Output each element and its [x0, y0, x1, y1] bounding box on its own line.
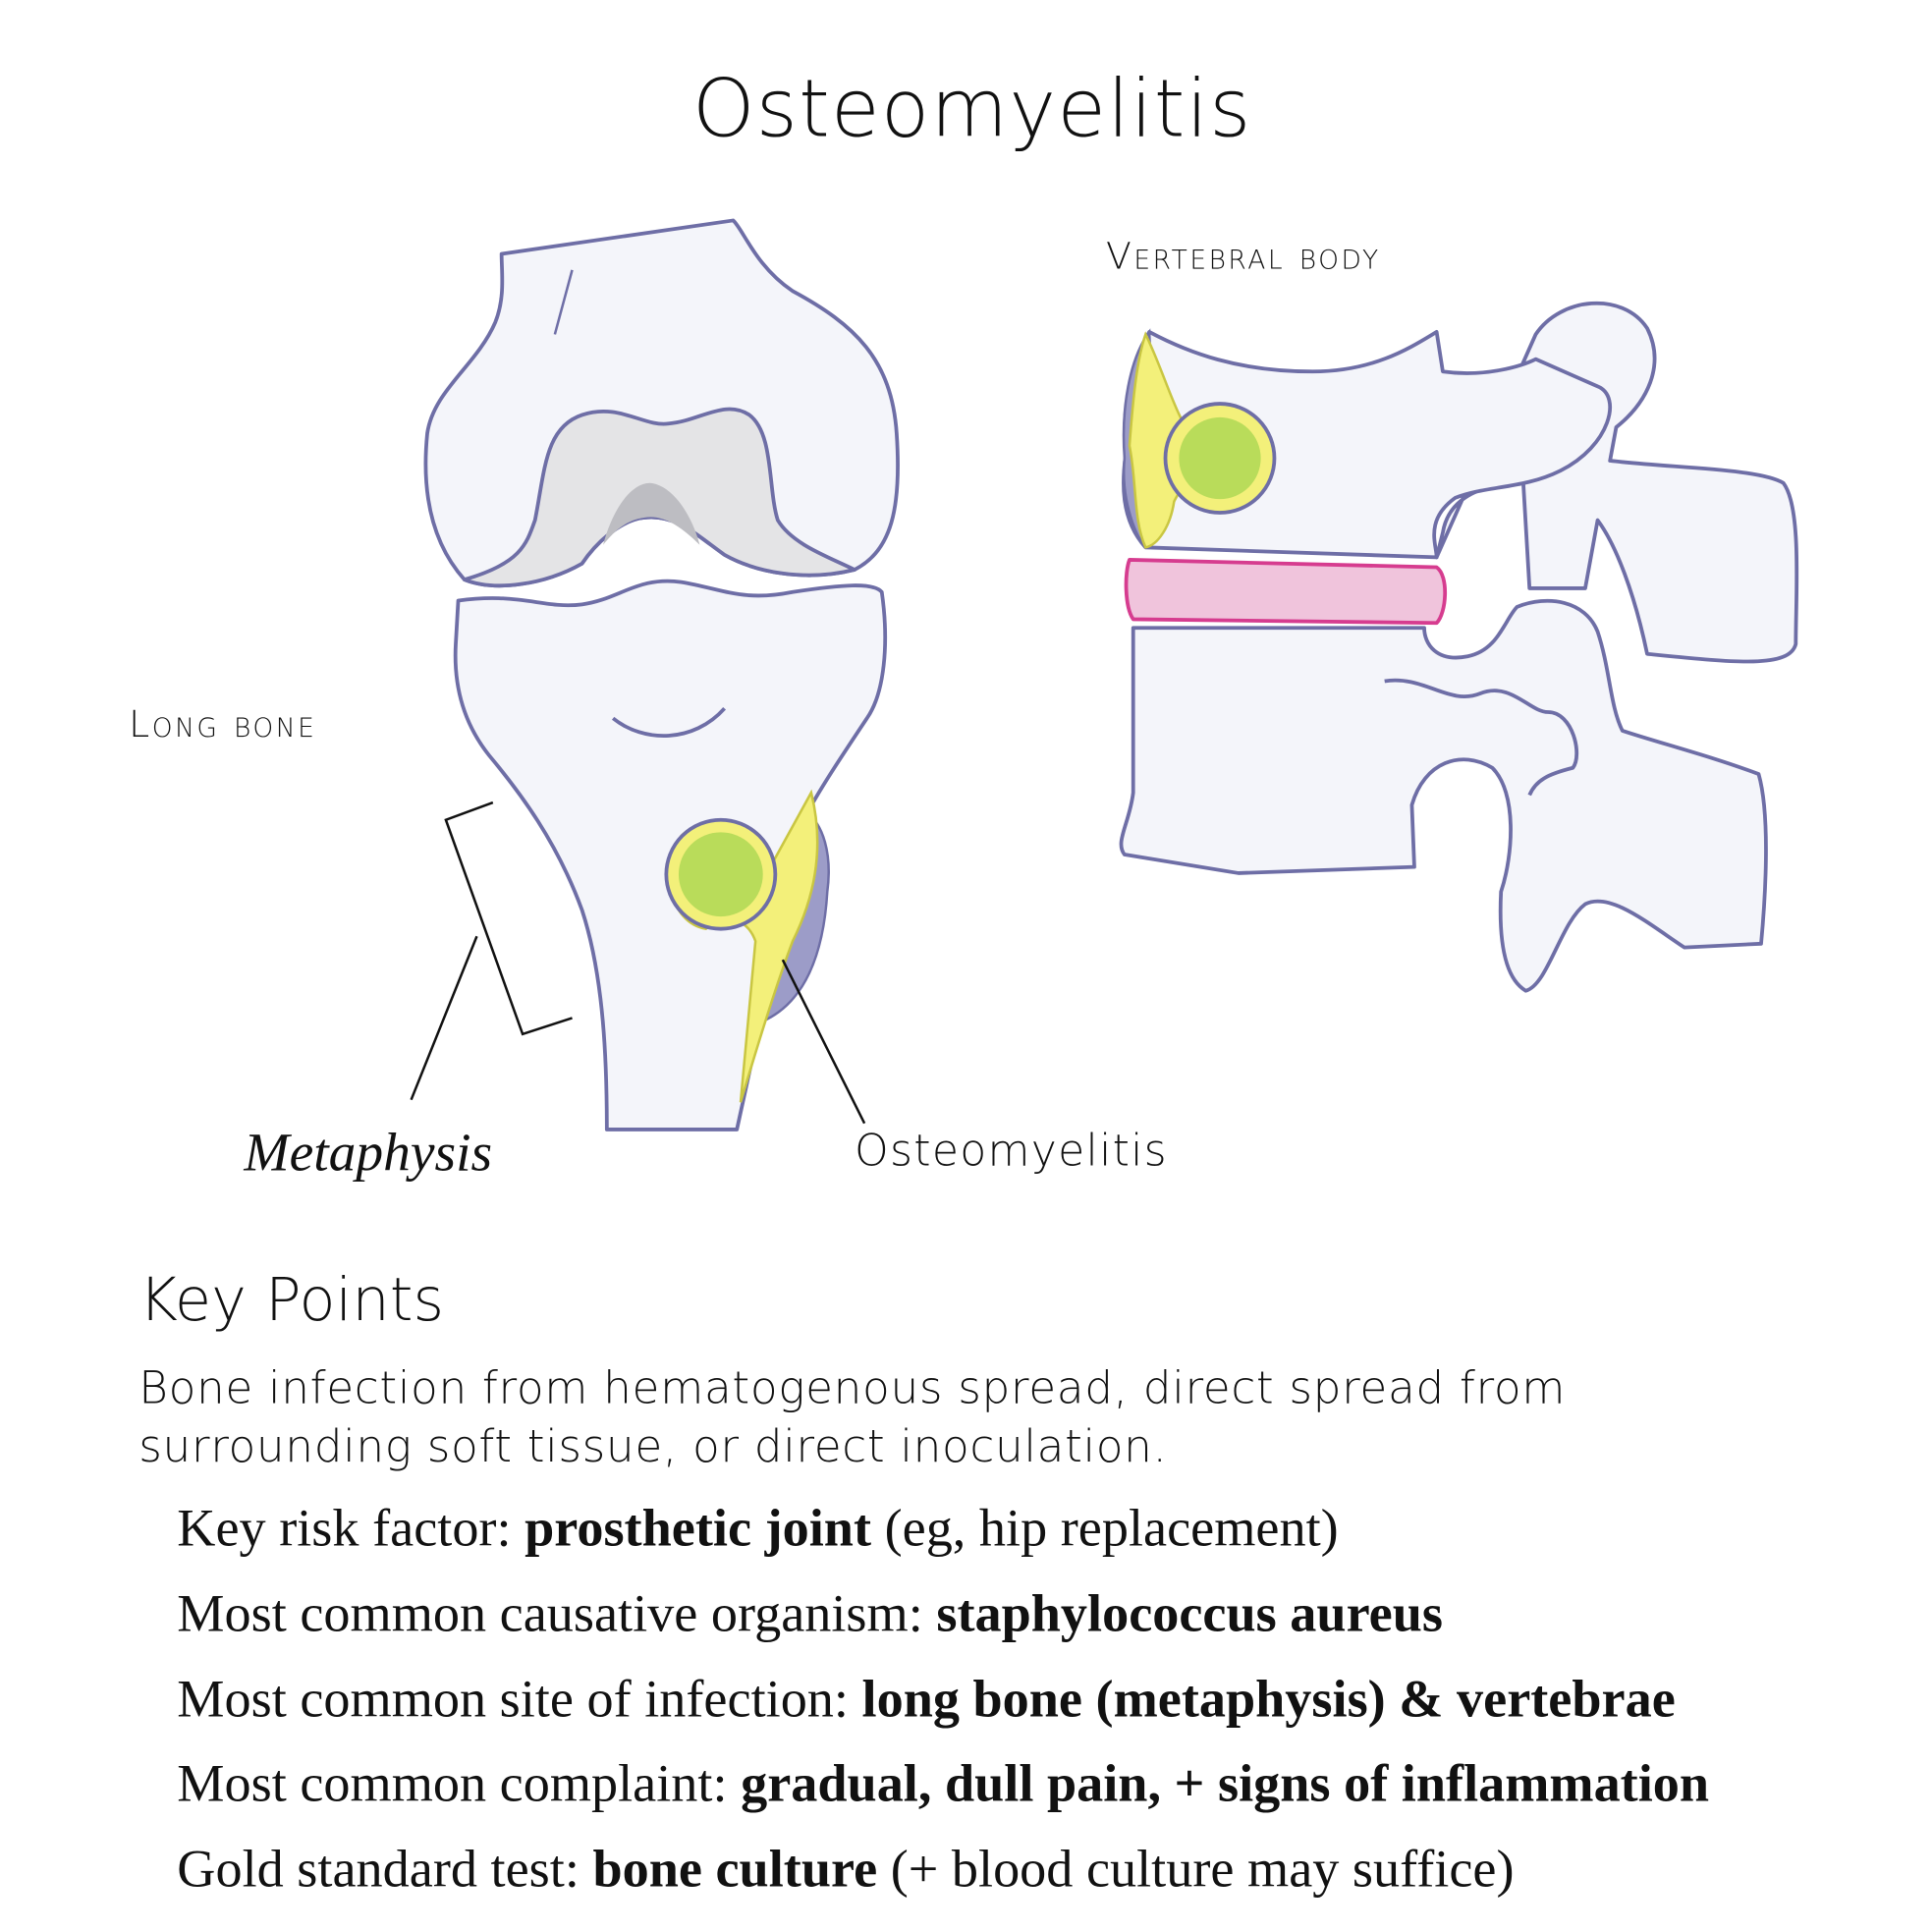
- intervertebral-disc: [1127, 560, 1446, 623]
- key-point-label: Gold standard test:: [177, 1840, 593, 1899]
- key-point-item: [177, 1584, 1443, 1645]
- key-point-value: gradual, dull pain, + signs of inflammation: [741, 1754, 1710, 1813]
- key-point-item: [177, 1839, 1514, 1900]
- key-points-intro: [138, 1359, 1566, 1476]
- key-point-value: prosthetic joint: [524, 1499, 872, 1559]
- key-point-item: [177, 1670, 1675, 1731]
- intro-line: Bone infection from hematogenous spread, direct spread from: [138, 1363, 1567, 1414]
- intro-line: surrounding soft tissue, or direct inoculation.: [138, 1421, 1168, 1473]
- key-point-label: Most common complaint:: [177, 1754, 742, 1813]
- key-point-value: long bone (metaphysis) & vertebrae: [861, 1670, 1676, 1730]
- metaphysis-leader-line: [412, 936, 477, 1099]
- osteomyelitis-leader-line: [783, 960, 864, 1123]
- key-point-item: [177, 1499, 1338, 1560]
- long-bone-illustration: [425, 220, 898, 1130]
- key-point-label: Most common site of infection:: [177, 1670, 862, 1730]
- metaphysis-label: Metaphysis: [244, 1122, 493, 1184]
- osteomyelitis-label: Osteomyelitis: [855, 1127, 1168, 1177]
- page-title: Osteomyelitis: [692, 64, 1252, 156]
- key-point-suffix: (eg, hip replacement): [871, 1499, 1339, 1559]
- key-point-value: bone culture: [592, 1840, 878, 1899]
- long-bone-label: Long bone: [129, 703, 317, 747]
- key-points-heading: Key Points: [138, 1265, 444, 1336]
- key-point-item: [177, 1753, 1709, 1814]
- vertebral-body-lower: [1121, 601, 1765, 991]
- vertebral-body-label: Vertebral body: [1105, 235, 1381, 279]
- femur: [425, 220, 898, 585]
- key-point-suffix: (+ blood culture may suffice): [877, 1840, 1515, 1899]
- key-point-label: Most common causative organism:: [177, 1584, 937, 1644]
- key-point-value: staphylococcus aureus: [936, 1584, 1443, 1644]
- key-point-label: Key risk factor:: [177, 1499, 525, 1559]
